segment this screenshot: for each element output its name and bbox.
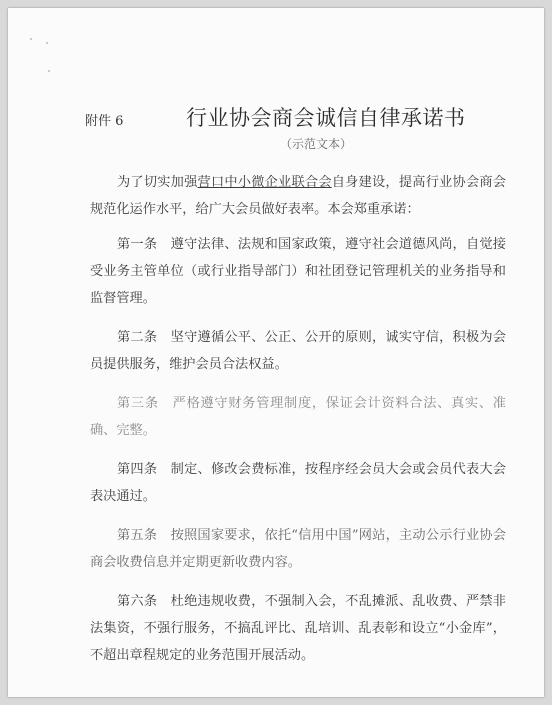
organization-name: 营口中小微企业联合会: [197, 175, 332, 190]
article-4: 第四条 制定、修改会费标准，按程序经会员大会或会员代表大会表决通过。: [90, 462, 506, 504]
article-2: 第二条 坚守遵循公平、公正、公开的原则，诚实守信，积极为会员提供服务，维护会员合法权益。: [90, 330, 506, 372]
document-body: [90, 169, 506, 681]
intro-pre: 为了切实加强: [117, 175, 198, 190]
attachment-label: 附件 6: [85, 114, 124, 129]
document-subtitle: （示范文本）: [280, 137, 353, 151]
document-title: 行业协会商会诚信自律承诺书: [186, 106, 466, 130]
article-6: 第六条 杜绝违规收费，不强制入会，不乱摊派、乱收费、严禁非法集资，不强行服务，不搞乱评比、乱培训、乱表彰和设立“小金库”，不超出章程规定的业务范围开展活动。: [90, 594, 506, 663]
intro-post: 自身建设，提高行业协会商会规范化运作水平，给广大会员做好表率。本会郑重承诺：: [90, 175, 506, 217]
article-1: 第一条 遵守法律、法规和国家政策，遵守社会道德风尚，自觉接受业务主管单位（或行业指导部门）和社团登记管理机关的业务指导和监督管理。: [90, 237, 506, 306]
intro-paragraph: [90, 169, 506, 223]
article-3: 第三条 严格遵守财务管理制度，保证会计资料合法、真实、准确、完整。: [90, 396, 506, 438]
article-5: 第五条 按照国家要求，依托“信用中国”网站，主动公示行业协会商会收费信息并定期更新收费内容。: [90, 528, 506, 570]
document-page: [8, 8, 544, 697]
